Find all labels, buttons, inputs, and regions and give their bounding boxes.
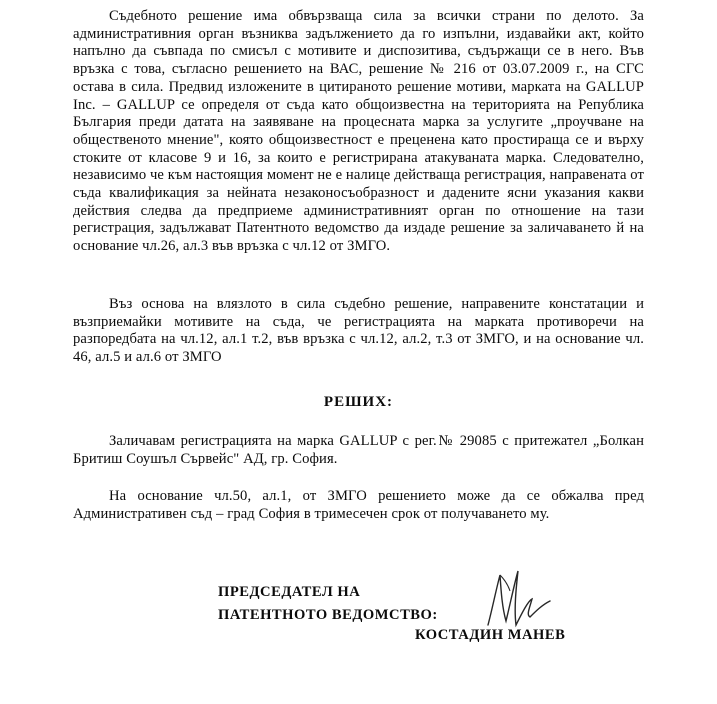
paragraph-decision [73, 433, 644, 468]
paragraph-grounds [73, 296, 644, 367]
signatory-title-line-2: ПАТЕНТНОТО ВЕДОМСТВО: [218, 607, 438, 623]
paragraph-text: На основание чл.50, ал.1, от ЗМГО решението може да се обжалва пред Административен съд – град София в тримесечен срок от получаването му. [73, 488, 644, 522]
paragraph-text: Въз основа на влязлото в сила съдебно решение, направените констатации и възприемайки мотивите на съда, че регистрацията на марката противоречи на разпоредбата на чл.12, ал.1 т.2, във връзка с чл.12, ал.2, т.3 от ЗМГО, и на основание чл. 46, ал.5 и ал.6 от ЗМГО [73, 296, 644, 366]
paragraph-court-ruling [73, 8, 644, 256]
paragraph-appeal-info [73, 488, 644, 523]
paragraph-text: Заличавам регистрацията на марка GALLUP с рег.№ 29085 с притежател „Болкан Бритиш Соушъл Сървейс" АД, гр. София. [73, 433, 644, 467]
decision-heading: РЕШИХ: [323, 394, 394, 410]
paragraph-text: Съдебното решение има обвързваща сила за всички страни по делото. За административния орган възниква задължението да го изпълни, издавайки акт, който напълно да съвпада по смисъл с мотивите и диспозитива, съдържащи се в него. Във връзка с това, съгласно решението на ВАС, решение № 216 от 03.07.2009 г., на СГС остава в сила. Предвид изложените в цитираното решение мотиви, марката на GALLUP Inc. – GALLUP се определя от съда като общоизвестна на територията на Република България преди датата на заявяване на процесната марка за услугите „проучване на общественото мнение", която общоизвестност е преценена като простираща се и върху стоките от класове 9 и 16, за които е регистрирана атакуваната марка. Следователно, независимо че към настоящия момент не е налице действаща регистрация, направената от съда квалификация за нейната незаконосъобразност и дадените ясни указания какви действия следва да предприеме административният орган по отношение на тази регистрация, задължават Патентното ведомство да издаде решение за заличаването й на основание чл.26, ал.3 във връзка с чл.12 от ЗМГО. [73, 8, 644, 255]
signatory-title-line-1: ПРЕДСЕДАТЕЛ НА [218, 584, 361, 600]
signatory-name: КОСТАДИН МАНЕВ [415, 627, 566, 643]
